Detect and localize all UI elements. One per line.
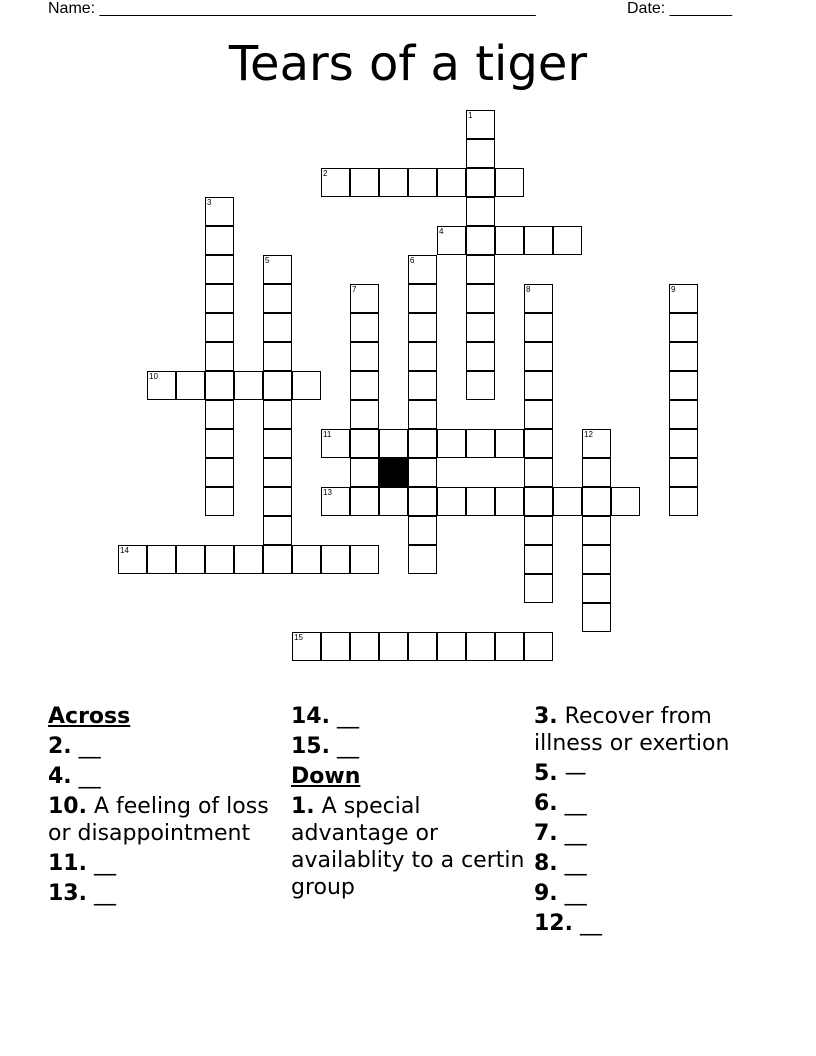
- grid-cell[interactable]: [408, 313, 437, 342]
- clue-number: 12.: [534, 911, 573, 936]
- grid-cell[interactable]: [350, 342, 379, 371]
- across-clue: [291, 703, 526, 730]
- grid-cell[interactable]: [582, 487, 611, 516]
- grid-cell[interactable]: [205, 197, 234, 226]
- grid-cell[interactable]: [263, 342, 292, 371]
- grid-cell[interactable]: [524, 342, 553, 371]
- grid-cell[interactable]: [147, 545, 176, 574]
- grid-cell[interactable]: [205, 313, 234, 342]
- grid-cell[interactable]: [321, 545, 350, 574]
- cell-number: 11: [323, 430, 332, 439]
- grid-cell[interactable]: [669, 400, 698, 429]
- across-heading: Across: [48, 704, 131, 729]
- down-clue: [534, 910, 769, 937]
- grid-cell[interactable]: [205, 255, 234, 284]
- grid-cell[interactable]: [379, 168, 408, 197]
- grid-cell[interactable]: [321, 168, 350, 197]
- grid-cell[interactable]: [263, 429, 292, 458]
- grid-cell[interactable]: [408, 342, 437, 371]
- grid-cell[interactable]: [350, 400, 379, 429]
- grid-cell[interactable]: [350, 429, 379, 458]
- grid-cell[interactable]: [524, 371, 553, 400]
- grid-cell[interactable]: [205, 342, 234, 371]
- grid-cell[interactable]: [466, 110, 495, 139]
- grid-cell[interactable]: [669, 429, 698, 458]
- grid-cell[interactable]: [263, 487, 292, 516]
- grid-cell[interactable]: [437, 429, 466, 458]
- grid-cell[interactable]: [553, 487, 582, 516]
- grid-cell[interactable]: [669, 342, 698, 371]
- grid-cell[interactable]: [524, 516, 553, 545]
- grid-cell[interactable]: [437, 168, 466, 197]
- grid-cell[interactable]: [263, 516, 292, 545]
- grid-cell[interactable]: [205, 284, 234, 313]
- date-line: _______: [669, 0, 732, 17]
- grid-cell[interactable]: [495, 632, 524, 661]
- cell-number: 5: [265, 256, 270, 265]
- grid-cell[interactable]: [350, 168, 379, 197]
- cell-number: 8: [526, 285, 531, 294]
- grid-cell[interactable]: [205, 487, 234, 516]
- grid-cell[interactable]: [582, 545, 611, 574]
- grid-cell[interactable]: [321, 632, 350, 661]
- grid-cell[interactable]: [466, 313, 495, 342]
- grid-cell[interactable]: [263, 458, 292, 487]
- clue-number: 4.: [48, 764, 72, 789]
- grid-cell[interactable]: [408, 632, 437, 661]
- clue-text: __: [557, 821, 587, 846]
- grid-cell[interactable]: [524, 226, 553, 255]
- down-clue: [534, 820, 769, 847]
- cell-number: 3: [207, 198, 212, 207]
- cell-number: 4: [439, 227, 444, 236]
- clue-column-2: [291, 703, 526, 904]
- clue-number: 9.: [534, 881, 558, 906]
- clue-text: —: [557, 761, 587, 786]
- grid-cell[interactable]: [524, 574, 553, 603]
- grid-cell[interactable]: [466, 284, 495, 313]
- down-clue: [534, 760, 769, 787]
- clue-text: A feeling of loss or disappointment: [48, 794, 269, 846]
- down-clue: [534, 850, 769, 877]
- grid-cell[interactable]: [524, 632, 553, 661]
- grid-cell[interactable]: [437, 226, 466, 255]
- grid-cell[interactable]: [292, 545, 321, 574]
- grid-cell[interactable]: [669, 458, 698, 487]
- clue-number: 14.: [291, 704, 330, 729]
- grid-cell[interactable]: [263, 371, 292, 400]
- grid-cell[interactable]: [408, 255, 437, 284]
- grid-cell[interactable]: [524, 545, 553, 574]
- across-clue: [48, 763, 283, 790]
- grid-cell[interactable]: [263, 313, 292, 342]
- grid-cell[interactable]: [582, 458, 611, 487]
- clue-text: __: [86, 851, 116, 876]
- clue-number: 5.: [534, 761, 558, 786]
- grid-cell[interactable]: [321, 487, 350, 516]
- clue-number: 15.: [291, 734, 330, 759]
- grid-cell[interactable]: [408, 516, 437, 545]
- grid-cell[interactable]: [437, 632, 466, 661]
- name-line: _________________________________________________: [99, 0, 536, 17]
- grid-cell[interactable]: [524, 313, 553, 342]
- grid-cell[interactable]: [263, 400, 292, 429]
- grid-cell[interactable]: [669, 284, 698, 313]
- clue-text: __: [329, 734, 359, 759]
- grid-cell[interactable]: [205, 400, 234, 429]
- grid-cell[interactable]: [408, 487, 437, 516]
- down-clue: [291, 793, 526, 901]
- grid-cell[interactable]: [147, 371, 176, 400]
- clue-number: 2.: [48, 734, 72, 759]
- grid-cell[interactable]: [669, 371, 698, 400]
- grid-cell[interactable]: [408, 429, 437, 458]
- grid-cell[interactable]: [408, 400, 437, 429]
- cell-number: 1: [468, 111, 473, 120]
- grid-cell[interactable]: [437, 487, 466, 516]
- clue-text: __: [71, 734, 101, 759]
- grid-cell[interactable]: [466, 371, 495, 400]
- down-heading: Down: [291, 764, 361, 789]
- grid-cell[interactable]: [321, 429, 350, 458]
- date-label: Date:: [627, 0, 670, 17]
- clue-number: 10.: [48, 794, 87, 819]
- across-clue: [291, 733, 526, 760]
- grid-cell[interactable]: [524, 400, 553, 429]
- grid-cell[interactable]: [669, 313, 698, 342]
- grid-cell[interactable]: [263, 545, 292, 574]
- across-clue: [48, 850, 283, 877]
- grid-cell[interactable]: [466, 487, 495, 516]
- clue-text: A special advantage or availablity to a certin group: [291, 794, 525, 900]
- clue-number: 3.: [534, 704, 558, 729]
- grid-cell[interactable]: [582, 603, 611, 632]
- grid-cell[interactable]: [234, 545, 263, 574]
- grid-cell[interactable]: [263, 284, 292, 313]
- grid-cell[interactable]: [495, 429, 524, 458]
- cell-number: 14: [120, 546, 129, 555]
- clue-text: __: [557, 791, 587, 816]
- clue-text: __: [329, 704, 359, 729]
- grid-cell[interactable]: [408, 284, 437, 313]
- cell-number: 6: [410, 256, 415, 265]
- clue-number: 7.: [534, 821, 558, 846]
- grid-cell[interactable]: [350, 545, 379, 574]
- grid-cell[interactable]: [379, 429, 408, 458]
- grid-cell[interactable]: [205, 458, 234, 487]
- name-label: Name:: [48, 0, 100, 17]
- grid-cell[interactable]: [408, 168, 437, 197]
- grid-cell[interactable]: [466, 197, 495, 226]
- grid-cell[interactable]: [176, 545, 205, 574]
- clue-text: __: [572, 911, 602, 936]
- cell-number: 9: [671, 285, 676, 294]
- cell-number: 12: [584, 430, 593, 439]
- grid-cell[interactable]: [350, 284, 379, 313]
- black-cell: [379, 458, 408, 487]
- grid-cell[interactable]: [205, 371, 234, 400]
- grid-cell[interactable]: [350, 458, 379, 487]
- cell-number: 15: [294, 633, 303, 642]
- clue-column-3: [534, 703, 769, 940]
- grid-cell[interactable]: [524, 429, 553, 458]
- grid-cell[interactable]: [582, 516, 611, 545]
- clue-number: 6.: [534, 791, 558, 816]
- cell-number: 13: [323, 488, 332, 497]
- grid-cell[interactable]: [292, 632, 321, 661]
- grid-cell[interactable]: [292, 371, 321, 400]
- grid-cell[interactable]: [495, 168, 524, 197]
- cell-number: 2: [323, 169, 328, 178]
- grid-cell[interactable]: [524, 458, 553, 487]
- grid-cell[interactable]: [205, 226, 234, 255]
- down-clue: [534, 880, 769, 907]
- grid-cell[interactable]: [379, 487, 408, 516]
- grid-cell[interactable]: [466, 226, 495, 255]
- grid-cell[interactable]: [582, 429, 611, 458]
- grid-cell[interactable]: [495, 487, 524, 516]
- cell-number: 7: [352, 285, 357, 294]
- grid-cell[interactable]: [118, 545, 147, 574]
- clue-text: __: [71, 764, 101, 789]
- clue-text: Recover from illness or exertion: [534, 704, 730, 756]
- grid-cell[interactable]: [466, 342, 495, 371]
- grid-cell[interactable]: [466, 429, 495, 458]
- grid-cell[interactable]: [408, 458, 437, 487]
- clue-text: __: [86, 881, 116, 906]
- down-clue: [534, 790, 769, 817]
- clue-text: __: [557, 851, 587, 876]
- grid-cell[interactable]: [205, 429, 234, 458]
- clue-number: 13.: [48, 881, 87, 906]
- clue-number: 1.: [291, 794, 315, 819]
- grid-cell[interactable]: [611, 487, 640, 516]
- down-clue: [534, 703, 769, 757]
- grid-cell[interactable]: [524, 487, 553, 516]
- grid-cell[interactable]: [466, 139, 495, 168]
- grid-cell[interactable]: [669, 487, 698, 516]
- grid-cell[interactable]: [263, 255, 292, 284]
- grid-cell[interactable]: [495, 226, 524, 255]
- cell-number: 10: [149, 372, 158, 381]
- grid-cell[interactable]: [350, 313, 379, 342]
- grid-cell[interactable]: [379, 632, 408, 661]
- across-clue: [48, 880, 283, 907]
- clue-column-1: [48, 703, 283, 910]
- grid-cell[interactable]: [205, 545, 234, 574]
- grid-cell[interactable]: [408, 371, 437, 400]
- clue-number: 11.: [48, 851, 87, 876]
- grid-cell[interactable]: [408, 545, 437, 574]
- across-clue: [48, 733, 283, 760]
- grid-cell[interactable]: [582, 574, 611, 603]
- grid-cell[interactable]: [524, 284, 553, 313]
- grid-cell[interactable]: [350, 487, 379, 516]
- grid-cell[interactable]: [350, 371, 379, 400]
- clue-text: __: [557, 881, 587, 906]
- grid-cell[interactable]: [466, 168, 495, 197]
- puzzle-title: Tears of a tiger: [228, 36, 588, 92]
- clue-number: 8.: [534, 851, 558, 876]
- grid-cell[interactable]: [350, 632, 379, 661]
- across-clue: [48, 793, 283, 847]
- grid-cell[interactable]: [176, 371, 205, 400]
- grid-cell[interactable]: [466, 255, 495, 284]
- grid-cell[interactable]: [234, 371, 263, 400]
- grid-cell[interactable]: [553, 226, 582, 255]
- grid-cell[interactable]: [466, 632, 495, 661]
